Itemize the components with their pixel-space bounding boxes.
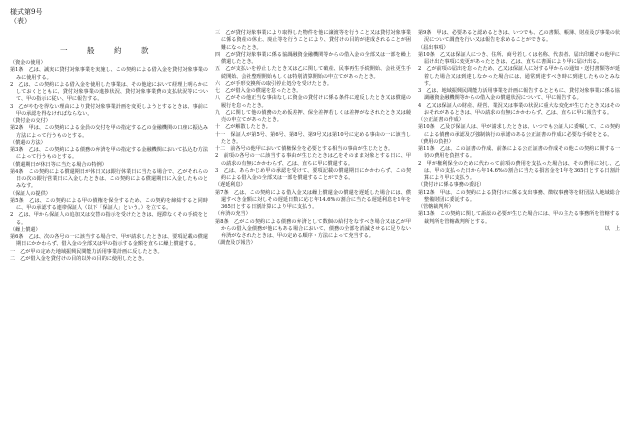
- column-1: [10, 60, 208, 263]
- paragraph: 2 前項の各号の一に該当する事由が生じたときは乙をそのまま対象とする日に、甲の請求の有無にかかわらず、乙は、直ちに甲に償還する。: [215, 153, 411, 167]
- paragraph: 四 乙が貸付対象事業に係る協調融資金融機関等からの借入金の全部又は一部を繰上償還したとき。: [215, 51, 411, 65]
- paragraph: 第8条 乙がこの契約による債務の弁済として数個の給付をなすべき場合又は乙が甲からの借入金債務が他にもある場合において、債務の全部を消滅させるに足りない弁済がなされたときは、甲の定める順序・方法によって充当する。: [215, 218, 411, 239]
- front-side-label: （表）: [10, 17, 31, 25]
- paragraph: （費用の負担）: [418, 138, 454, 145]
- paragraph: 一 乙が甲の定めた地域振興民間能力活用事業計画に反したとき。: [10, 248, 163, 255]
- paragraph: 八 乙がその他正当な事由なしに資金の貸付けに係る条件に違反したとき又は償還の履行を怠ったとき。: [215, 95, 411, 109]
- paragraph: （弁済の充当）: [215, 211, 251, 218]
- paragraph: 第2条 甲は、この契約による金員の交付を甲の指定する乙の金融機関の口座に振込み方法によって行うものとする。: [10, 125, 208, 139]
- paragraph: 十二 前各号の他甲において債権保全を必要とする相当の事由が生じたとき。: [215, 146, 394, 152]
- paragraph: 2 乙は、甲から保証人の追加又は交替の指示を受けたときは、遅滞なくその手続をとる。: [10, 212, 208, 226]
- paragraph: 第12条 甲は、この契約による貸付けに係る支出事務、徴収事務等を財団法人地域総合整備財団に委託する。: [418, 189, 620, 203]
- paragraph: 二 乙が借入金を貸付けの目的以外の目的に使用したとき。: [10, 255, 148, 262]
- paragraph: 第11条 乙は、この証書の作成、前条による公正証書の作成その他この契約に関する一切の費用を負担する。: [418, 146, 620, 160]
- paragraph: 3 乙は、あらかじめ甲の承認を受けて、要項記載の償還期日にかかわらず、この契約による借入金の全部又は一部を償還することができる。: [215, 167, 411, 181]
- paragraph: 第9条 甲は、必要あると認めるときは、いつでも、乙の書類、帳簿、財産及び事業の状況について調査を行い又は報告を求めることができる。: [418, 30, 620, 44]
- paragraph: 九 乙に関して他の債務のため仮差押、保全差押若しくは差押がなされたとき又は競売の申立てがあったとき。: [215, 109, 411, 123]
- paragraph: （償還期日が休日等に当たる場合の特例）: [10, 161, 107, 168]
- paragraph: 2 甲が権利保全のために代わって前項の費用を支払った場合は、その費用に対し、乙は、甲の支払った日から年14.6%の割合に当たる損害金を1年を365日とする日割計算により甲に支払う。: [418, 160, 620, 181]
- paragraph: （貸付けに係る事務の委託）: [418, 182, 485, 189]
- paragraph: 第4条 この契約による償還期日が休日又は銀行休業日に当たる場合で、乙がそれらの日の次の銀行営業日に入金したときは、この契約による償還期日に入金したものとみなす。: [10, 168, 208, 190]
- paragraph: 六 乙が手形交換所の取引停止処分を受けたとき。: [215, 80, 332, 87]
- paragraph: 五 乙が支払いを停止したとき又は乙に関して破産、民事再生手続開始、会社更生手続開始、会社整理開始もしくは特別清算開始の申立てがあったとき。: [215, 66, 411, 80]
- paragraph: 七 乙が借入金の償還を怠ったとき。: [215, 88, 302, 94]
- paragraph: 第10条 乙又は保証人につき、住所、商号若しくは名称、代表者、届出印鑑その他甲に届け出た事項に変更があったときは、乙は、直ちに書面により甲に届け出る。: [418, 51, 620, 65]
- paragraph: 3 乙がやむを得ない理由により貸付対象事業計画を変更しようとするときは、事前に甲の承認を得なければならない。: [10, 103, 208, 117]
- paragraph: （保証人の提供）: [10, 190, 51, 197]
- paragraph: 第3条 乙は、この契約による債務の弁済を甲の指定する金融機関において払込む方法によって行うものとする。: [10, 147, 208, 161]
- paragraph: 十一 保証人が第5号、第6号、第8号、第9号又は第10号に定める事由の一に該当したとき。: [215, 131, 411, 145]
- paragraph: 三 乙が貸付対象事業により取得した物件を他に譲渡等を行うこと又は貸付対象事業に係る資産の休止、廃止等を行うことにより、貸付けの目的が達成されることが困難になったとき。: [215, 30, 411, 51]
- paragraph: 第6条 乙は、次の各号の一に該当する場合で、甲が請求したときは、要項記載の償還期日にかかわらず、借入金の全部又は甲の指示する金額を直ちに繰上償還する。: [10, 234, 208, 248]
- paragraph: 第1条 乙は、誠実に貸付対象事業を実施し、この契約による借入金を貸付対象事業のみに使用する。: [10, 67, 208, 81]
- paragraph: 2 乙は、この契約による借入金を使用した事業は、その他途において経理上明らかにしておくとともに、貸付対象事業の進捗状況、貸付対象事業費の支払状況等について、甲の指示に従い、甲に報告する。: [10, 81, 208, 103]
- paragraph: （調査及び報告）: [215, 240, 256, 247]
- end-mark: 以 上: [604, 225, 620, 232]
- paragraph: 第7条 乙は、この契約による借入金又は繰上償還金の償還を遅延した場合には、償還すべき金額に対しその遅延日数に応じ年14.6%の割合に当たる遅延利息を1年を365日とする日割計算により甲に支払う。: [215, 189, 411, 210]
- paragraph: （届出事項）: [418, 44, 449, 51]
- paragraph: 2 乙が前項の届出を怠ったため、乙又は保証人に対する甲からの通知・送付書類等が延着した場合又は到達しなかった場合には、通常到達すべき時に到達したものとみなす。: [418, 66, 620, 87]
- paragraph: （償還の方法）: [10, 139, 46, 146]
- document-title: 一 般 約 款: [60, 46, 155, 55]
- form-number: 様式第9号: [10, 8, 43, 16]
- paragraph: 第10条 乙及び保証人は、甲が請求したときは、いつでも公証人に委嘱して、この契約による債務の承認及び強制執行の承諾のある公正証書の作成に必要な手続をとる。: [418, 124, 620, 138]
- paragraph: （遅延利息）: [215, 182, 246, 189]
- paragraph: （公正証書の作成）: [418, 117, 464, 123]
- paragraph: （資金の使用）: [10, 60, 46, 66]
- paragraph: 第13条 この契約に関して訴訟の必要が生じた場合には、甲の主たる事務所を管轄する裁判所を管轄裁判所とする。: [418, 211, 620, 225]
- paragraph: 4 乙又は保証人の財産、経営、業況又は事業の状況に重大な変化が生じたとき又はそのおそれがあるときは、甲の請求の有無にかかわらず、乙は、直ちに甲に報告する。: [418, 102, 620, 116]
- paragraph: （貸付金の交付）: [10, 118, 51, 124]
- column-3: [418, 30, 620, 233]
- paragraph: 十 乙が解散したとき。: [215, 124, 271, 131]
- column-2: [215, 30, 411, 248]
- paragraph: （繰上償還）: [10, 226, 41, 233]
- paragraph: 3 乙は、地域振興民間能力活用事業を計画に報告するとともに、貸付対象事業に係る協調融資金融機関等からの借入金の償還状況について、甲に報告する。: [418, 88, 620, 102]
- paragraph: （管轄裁判所）: [418, 204, 454, 210]
- paragraph: 第5条 乙は、この契約による甲の債権を保全するため、この契約を締結すると同時に、甲の承認する連帯保証人（以下「保証人」という。）を立てる。: [10, 197, 208, 211]
